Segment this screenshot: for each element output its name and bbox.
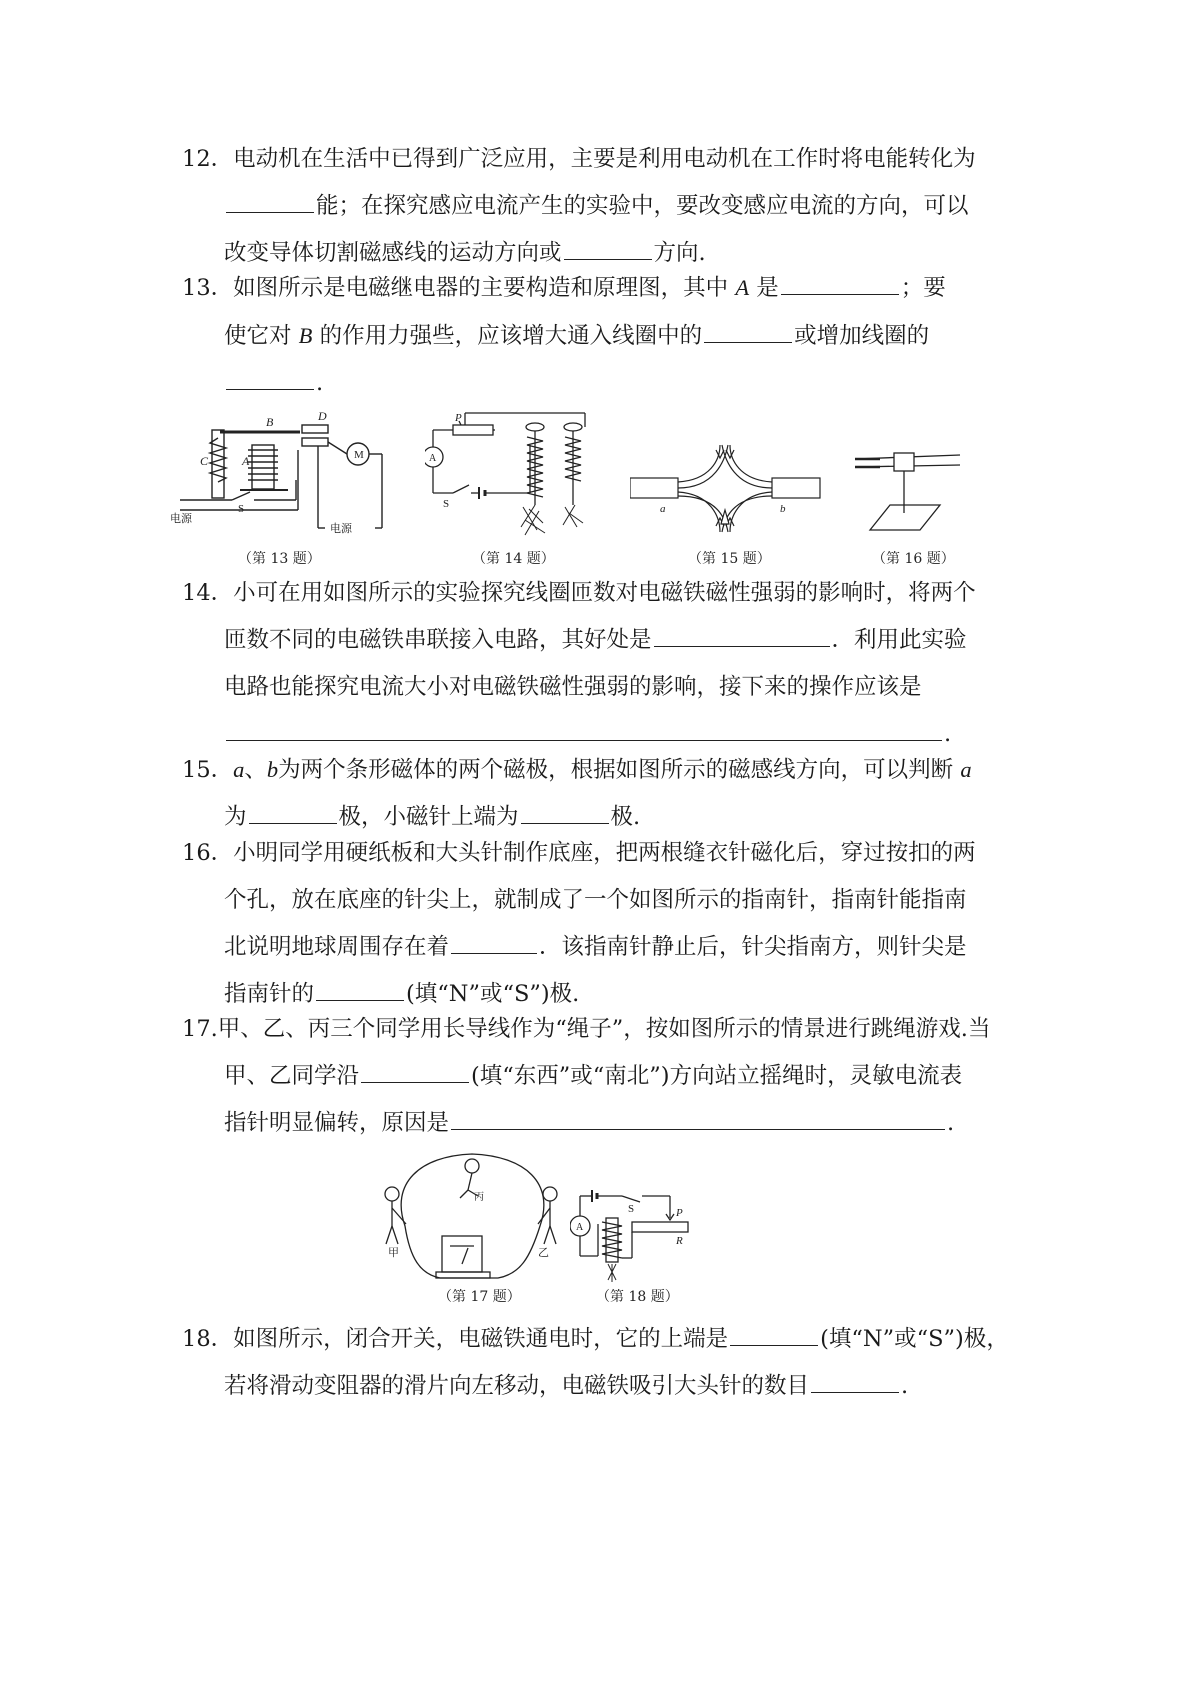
q16-text-1: 小明同学用硬纸板和大头针制作底座，把两根缝衣针磁化后，穿过按扣的两 (233, 840, 976, 866)
label-power-1: 电源 (170, 513, 192, 525)
answer-blank[interactable] (226, 388, 314, 390)
answer-blank[interactable] (704, 341, 792, 343)
q13-var-b: B (298, 323, 313, 348)
q15-text-3: 极，小磁针上端为 (338, 804, 519, 830)
q14-text-4: 电路也能探究电流大小对电磁铁磁性强弱的影响，接下来的操作应该是 (224, 674, 922, 700)
label-a: A (242, 454, 250, 468)
label-bing: 丙 (474, 1192, 484, 1203)
question-number: 16． (182, 840, 234, 866)
label-a: A (429, 453, 437, 464)
q15-sep: 、 (244, 757, 267, 783)
q17-text-1: 甲、乙、丙三个同学用长导线作为“绳子”，按如图所示的情景进行跳绳游戏.当 (217, 1016, 991, 1042)
q13-text-3: ；要 (900, 275, 946, 301)
label-c: C (200, 454, 209, 468)
caption-fig18: （第 18 题） (596, 1289, 679, 1305)
q18-text-2: (填“N”或“S”)极， (820, 1326, 1009, 1352)
label-p: P (676, 1207, 683, 1219)
caption-fig15: （第 15 题） (688, 551, 771, 567)
label-a: a (660, 503, 666, 515)
figure-17-rope-skipping (380, 1148, 565, 1288)
label-b: B (266, 415, 274, 429)
answer-blank[interactable] (226, 739, 942, 741)
caption-fig17: （第 17 题） (438, 1289, 521, 1305)
q13-text-2: 是 (756, 275, 779, 301)
answer-blank[interactable] (451, 952, 537, 954)
label-jia: 甲 (388, 1247, 399, 1259)
q14-text-1: 小可在用如图所示的实验探究线圈匝数对电磁铁磁性强弱的影响时，将两个 (233, 580, 976, 606)
q15-var-a: a (233, 757, 245, 782)
q13-text-6: 或增加线圈的 (794, 323, 930, 349)
q18-text-4: . (901, 1373, 909, 1399)
q13-text-7: . (316, 370, 324, 396)
caption-fig16: （第 16 题） (872, 551, 955, 567)
answer-blank[interactable] (361, 1081, 469, 1083)
q17-text-5: . (947, 1110, 955, 1136)
label-power-2: 电源 (330, 523, 352, 535)
q15-var-b: b (266, 757, 279, 782)
coil-2 (565, 437, 581, 481)
answer-blank[interactable] (521, 822, 609, 824)
question-17 (182, 1006, 1032, 1147)
question-number: 13． (182, 275, 234, 301)
answer-blank[interactable] (654, 645, 830, 647)
figure-18-circuit (570, 1188, 700, 1288)
q12-text-4: 方向. (653, 240, 706, 266)
q15-text-1: 为两个条形磁体的两个磁极，根据如图所示的磁感线方向，可以判断 (278, 757, 954, 783)
question-number: 12． (182, 146, 234, 172)
q14-text-3: ．利用此实验 (831, 627, 967, 653)
q12-text-3: 改变导体切割磁感线的运动方向或 (224, 240, 562, 266)
label-d: D (318, 410, 327, 423)
question-14 (182, 570, 1032, 758)
label-yi: 乙 (538, 1247, 549, 1259)
student-yi (538, 1187, 557, 1244)
q15-var-a2: a (960, 757, 972, 782)
q13-text-1: 如图所示是电磁继电器的主要构造和原理图，其中 (233, 275, 729, 301)
q13-text-4: 使它对 (224, 323, 292, 349)
question-number: 18． (182, 1326, 234, 1352)
q17-text-4: 指针明显偏转，原因是 (224, 1110, 450, 1136)
question-number: 15． (182, 757, 234, 783)
rheostat (632, 1222, 688, 1232)
q16-text-3: 北说明地球周围存在着 (224, 934, 450, 960)
label-b: b (780, 503, 786, 515)
q16-text-5: 指南针的 (224, 981, 315, 1007)
rheostat (453, 425, 493, 435)
label-p: P (455, 412, 462, 424)
q13-var-a: A (735, 275, 750, 300)
question-15 (182, 746, 1032, 841)
question-number: 17. (182, 1016, 218, 1042)
question-16 (182, 830, 1032, 1018)
q17-text-2: 甲、乙同学沿 (224, 1063, 360, 1089)
q17-text-3: (填“东西”或“南北”)方向站立摇绳时，灵敏电流表 (471, 1063, 963, 1089)
q16-text-6: (填“N”或“S”)极. (406, 981, 580, 1007)
q16-text-2: 个孔，放在底座的针尖上，就制成了一个如图所示的指南针，指南针能指南 (224, 887, 967, 913)
figure-16-compass (850, 445, 965, 540)
coil-core (252, 445, 274, 489)
pins (521, 505, 583, 535)
q15-text-4: 极. (610, 804, 641, 830)
snap-button (894, 453, 914, 471)
label-m: M (354, 449, 364, 461)
answer-blank[interactable] (811, 1391, 899, 1393)
answer-blank[interactable] (249, 822, 337, 824)
label-r: R (676, 1235, 683, 1247)
label-s: S (238, 503, 245, 515)
question-18 (182, 1316, 1032, 1410)
answer-blank[interactable] (730, 1344, 818, 1346)
figure-13-relay (170, 410, 410, 540)
label-s: S (443, 498, 450, 510)
q12-text-1: 电动机在生活中已得到广泛应用，主要是利用电动机在工作时将电能转化为 (233, 146, 976, 172)
figure-15-field-lines (630, 440, 825, 540)
caption-fig14: （第 14 题） (472, 551, 555, 567)
answer-blank[interactable] (451, 1128, 945, 1130)
nail-head-1 (526, 423, 544, 431)
caption-fig13: （第 13 题） (238, 551, 321, 567)
q15-text-2: 为 (224, 804, 247, 830)
nail-head-2 (564, 423, 582, 431)
q14-text-5: . (944, 721, 952, 747)
q18-text-3: 若将滑动变阻器的滑片向左移动，电磁铁吸引大头针的数目 (224, 1373, 810, 1399)
answer-blank[interactable] (564, 258, 652, 260)
q12-text-2: 能；在探究感应电流产生的实验中，要改变感应电流的方向，可以 (316, 193, 969, 219)
student-jia (385, 1187, 406, 1244)
figure-14-electromagnets (425, 405, 610, 545)
answer-blank[interactable] (226, 211, 314, 213)
label-s: S (628, 1203, 635, 1215)
q13-text-5: 的作用力强些，应该增大通入线圈中的 (319, 323, 703, 349)
answer-blank[interactable] (316, 999, 404, 1001)
electromagnet-coil (602, 1222, 622, 1258)
answer-blank[interactable] (781, 293, 899, 295)
cardboard-base (870, 505, 940, 530)
magnet-b (772, 478, 820, 498)
magnet-a (630, 478, 678, 498)
q16-text-4: ．该指南针静止后，针尖指南方，则针尖是 (539, 934, 967, 960)
q18-text-1: 如图所示，闭合开关，电磁铁通电时，它的上端是 (233, 1326, 729, 1352)
pins (608, 1264, 616, 1282)
question-number: 14． (182, 580, 234, 606)
question-13 (182, 264, 1032, 407)
label-a: A (576, 1222, 584, 1233)
galvanometer (442, 1236, 482, 1272)
q14-text-2: 匝数不同的电磁铁串联接入电路，其好处是 (224, 627, 652, 653)
question-12 (182, 136, 1032, 277)
